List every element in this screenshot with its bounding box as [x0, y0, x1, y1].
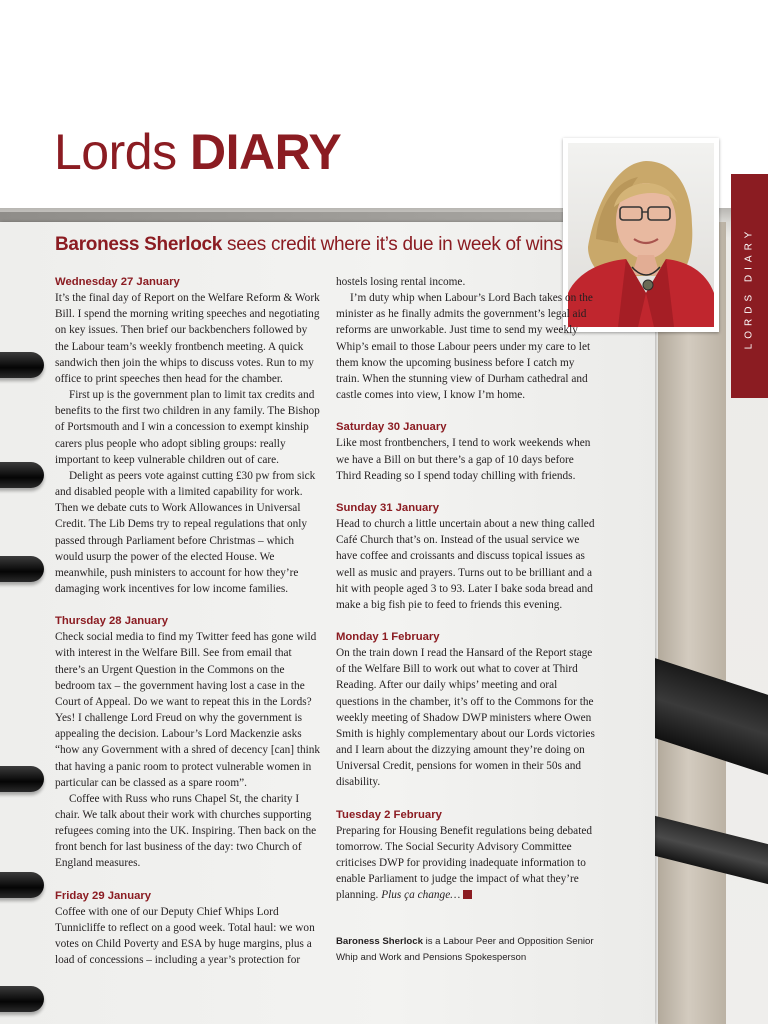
- end-mark-icon: [463, 890, 472, 899]
- headline-name: Baroness Sherlock: [55, 234, 223, 255]
- article-headline: [55, 232, 563, 258]
- entry-heading-friday: Friday 29 January: [55, 889, 152, 902]
- paragraph: On the train down I read the Hansard of the Report stage of the Welfare Bill to work out what to cover at Third Reading. After our daily whips’ meeting and oral questions in the chamber, it’s off to the Commons for the weekly meeting of Shadow DWP ministers where Owen Smith is highly complementary about our Lords victories and I learn about the dizzying amount they’re doing on Universal Credit, pensions for women in their 50s and disability.: [336, 647, 595, 789]
- paragraph-text: Preparing for Housing Benefit regulations being debated tomorrow. The Social Security Advisory Committee criticises DWP for providing inadequate information to enable Parliament to judge the impact of what they’re planning.: [336, 824, 592, 902]
- text-column-right: [336, 274, 598, 903]
- side-tab-label: LORDS DIARY: [743, 226, 755, 350]
- diary-page-edge: [0, 212, 590, 222]
- binder-ring: [0, 766, 44, 792]
- entry-heading-sunday: Sunday 31 January: [336, 501, 439, 514]
- binder-ring: [0, 872, 44, 898]
- entry-heading-wednesday: Wednesday 27 January: [55, 276, 180, 288]
- bio-text: is a Labour Peer and Opposition Senior Whip and Work and Pensions Spokesperson: [336, 936, 594, 963]
- entry-heading-saturday: Saturday 30 January: [336, 421, 447, 434]
- paragraph: I’m duty whip when Labour’s Lord Bach takes on the minister as he finally admits the government’s legal aid reforms are unworkable. Just time to send my weekly Whip’s email to those Labour peers under my care to let them know the upcoming business before I catch my train. When the stunning view of Durham cathedral and castle comes into view, I know I’m home.: [336, 292, 593, 402]
- masthead-lords: Lords: [54, 124, 177, 180]
- entry-heading-tuesday: Tuesday 2 February: [336, 808, 442, 821]
- text-column-left: [55, 274, 323, 968]
- paragraph: Check social media to find my Twitter feed has gone wild with interest in the Welfare Bill. See from email that there’s an Urgent Question in the Commons on the bedroom tax – the government having lost a case in the Court of Appeal. Do we want to repeat this in the Lords? Yes! I challenge Lord Freud on why the government is appealing the decision. Labour’s Lord Mackenzie asks “how any Government with a shred of decency [can] think that having a panic room to protect vulnerable women in particular can be classed as a spare room”.: [55, 631, 321, 789]
- paragraph: It’s the final day of Report on the Welfare Reform & Work Bill. I spend the morning writing speeches and negotiating on key issues. Then brief our backbenchers followed by the Labour team’s weekly frontbench meeting. A quick sandwich then join the whips to discuss votes. Run to my office to print speeches then head for the chamber.: [55, 292, 320, 385]
- entry-heading-monday: Monday 1 February: [336, 630, 440, 643]
- binder-ring: [0, 352, 44, 378]
- entry-heading-thursday: Thursday 28 January: [55, 615, 169, 628]
- bio-name: Baroness Sherlock: [336, 936, 423, 947]
- masthead-title: [54, 122, 341, 182]
- headline-rest: sees credit where it’s due in week of wins: [222, 234, 563, 255]
- binder-ring: [0, 462, 44, 488]
- paragraph: Head to church a little uncertain about a new thing called Café Church that’s on. Instead of the usual service we have coffee and croissants and discuss topical issues as well as music and prayers. Turns out to be brilliant and a hit with people aged 3 to 93. Later I bake soda bread and make a big fish pie to feed to friends this evening.: [336, 518, 595, 611]
- paragraph: Delight as peers vote against cutting £30 pw from sick and disabled people with a limited capability for work. Then we debate cuts to Work Allowances in Universal Credit. The Lib Dems try to repeal regulations that only passed through Parliament before Christmas – which would usurp the power of the elected House. We meanwhile, push ministers to account for how they’re damaging work incentives for low income families.: [55, 469, 316, 595]
- diary-strap: [658, 222, 726, 1024]
- paragraph: First up is the government plan to limit tax credits and benefits to the first two children in any family. The Bishop of Portsmouth and I win a concession to exempt kinship carers plus people who adopt sibling groups: really important to keep vulnerable children out of care.: [55, 389, 320, 466]
- binder-ring: [0, 556, 44, 582]
- paragraph: Coffee with one of our Deputy Chief Whips Lord Tunnicliffe to reflect on a good week. Total haul: we won votes on Child Poverty and ESA by huge margins, plus a load of concessions – including a year’s protection for: [55, 905, 315, 967]
- author-bio: [336, 934, 598, 965]
- paragraph: Like most frontbenchers, I tend to work weekends when we have a Bill on but there’s a gap of 10 days before Third Reading so I spend today chilling with friends.: [336, 437, 591, 482]
- paragraph: Coffee with Russ who runs Chapel St, the charity I chair. We talk about their work with churches supporting refugees coming into the UK. Inspiring. Then back on the front bench for last business of the day: two Church of England measures.: [55, 792, 317, 870]
- paragraph: hostels losing rental income.: [336, 276, 466, 288]
- paragraph-last: [336, 823, 598, 904]
- masthead-diary: DIARY: [189, 124, 342, 180]
- binder-ring: [0, 986, 44, 1012]
- paragraph-italic: Plus ça change…: [381, 889, 461, 902]
